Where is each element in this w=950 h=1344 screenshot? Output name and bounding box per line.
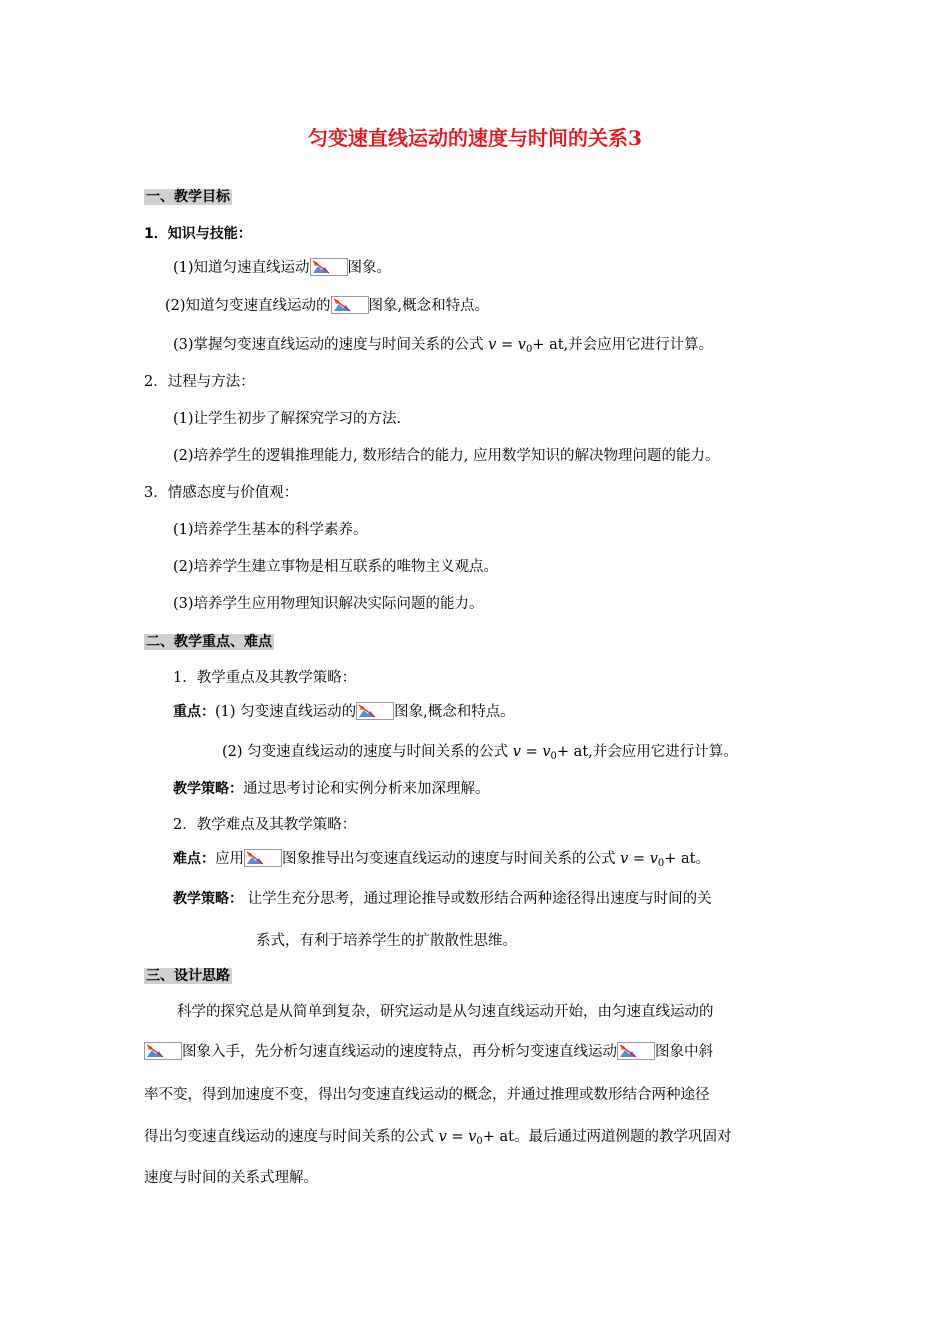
process-label: 2．过程与方法：	[144, 374, 255, 390]
section-heading-design: 三、设计思路	[146, 968, 230, 984]
process-item-1: (1)让学生初步了解探究学习的方法.	[173, 411, 402, 427]
broken-image-icon	[310, 258, 348, 276]
focus-label: 1．教学重点及其教学策略：	[173, 670, 357, 686]
emotion-label: 3．情感态度与价值观：	[144, 485, 299, 501]
broken-image-icon	[244, 849, 282, 867]
section-heading-keypoints: 二、教学重点、难点	[146, 634, 272, 650]
design-line-1: 科学的探究总是从简单到复杂，研究运动是从匀速直线运动开始，由匀速直线运动的	[177, 1004, 714, 1020]
key-point-2: (2) 匀变速直线运动的速度与时间关系的公式 $v = v_0+$ at,并会应用它进行计算。	[222, 744, 738, 762]
difficulty-label: 2．教学难点及其教学策略：	[173, 817, 357, 833]
key-point-1: 重点：(1) 匀变速直线运动的 图象,概念和特点。	[173, 704, 515, 720]
design-line-5: 速度与时间的关系式理解。	[144, 1170, 318, 1186]
strategy-1: 教学策略：通过思考讨论和实例分析来加深理解。	[173, 781, 490, 797]
broken-image-icon	[144, 1042, 182, 1060]
broken-image-icon	[356, 702, 394, 720]
emotion-item-2: (2)培养学生建立事物是相互联系的唯物主义观点。	[173, 559, 499, 575]
emotion-item-1: (1)培养学生基本的科学素养。	[173, 522, 368, 538]
design-line-4: 得出匀变速直线运动的速度与时间关系的公式 $v = v_0+$ at。最后通过两道例题的教学巩固对	[144, 1129, 732, 1147]
design-line-3: 率不变，得到加速度不变，得出匀变速直线运动的概念，并通过推理或数形结合两种途径	[144, 1087, 710, 1103]
emotion-item-3: (3)培养学生应用物理知识解决实际问题的能力。	[173, 596, 484, 612]
broken-image-icon	[617, 1042, 655, 1060]
knowledge-item-1: (1)知道匀速直线运动 图象。	[173, 260, 392, 276]
document-title: 匀变速直线运动的速度与时间的关系3	[308, 126, 642, 150]
design-line-2: 图象入手，先分析匀速直线运动的速度特点，再分析匀变速直线运动 图象中斜	[144, 1042, 713, 1062]
strategy-2-cont: 系式，有利于培养学生的扩散散性思维。	[256, 933, 517, 949]
difficult-point: 难点：应用 图象推导出匀变速直线运动的速度与时间关系的公式 $v = v_0+$ at。	[173, 851, 710, 869]
knowledge-item-2: (2)知道匀变速直线运动的 图象,概念和特点。	[165, 298, 490, 314]
broken-image-icon	[331, 296, 369, 314]
knowledge-label: 1．知识与技能：	[144, 226, 252, 242]
process-item-2: (2)培养学生的逻辑推理能力, 数形结合的能力, 应用数学知识的解决物理问题的能力。	[173, 448, 720, 464]
knowledge-item-3: (3)掌握匀变速直线运动的速度与时间关系的公式 $v = v_0+$ at,并会应用它进行计算。	[173, 337, 714, 355]
strategy-2: 教学策略： 让学生充分思考，通过理论推导或数形结合两种途径得出速度与时间的关	[173, 891, 712, 907]
section-heading-objectives: 一、教学目标	[146, 189, 230, 205]
